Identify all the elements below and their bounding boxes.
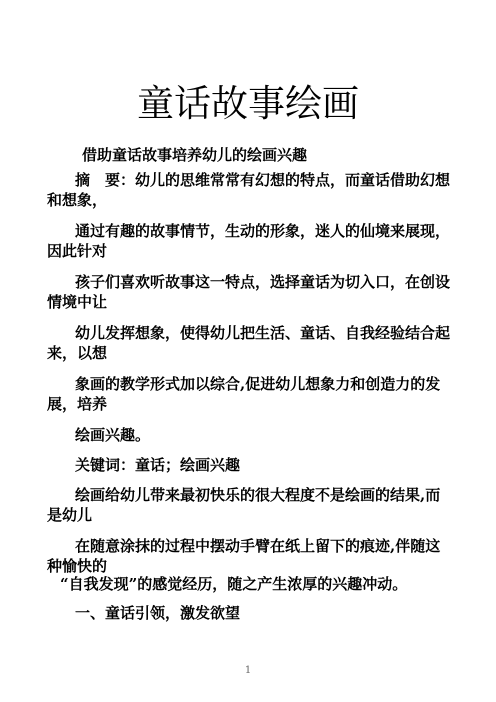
- paragraph-line: 来，以想: [47, 344, 108, 362]
- paragraph-line: 因此针对: [47, 242, 108, 260]
- paragraph-line: 是幼儿: [47, 506, 93, 524]
- document-subtitle: 借助童话故事培养幼儿的绘画兴趣: [82, 146, 308, 164]
- section-heading: [0, 603, 420, 623]
- paragraph-abstract-5: [0, 374, 441, 414]
- paragraph-body-3: [0, 574, 420, 594]
- paragraph-line: 通过有趣的故事情节，生动的形象，迷人的仙境来展现，: [75, 222, 451, 240]
- paragraph-body-1: [0, 485, 441, 525]
- paragraph-line: 在随意涂抹的过程中摆动手臂在纸上留下的痕迹,伴随这: [75, 537, 441, 555]
- paragraph-body-2: [0, 536, 441, 576]
- paragraph-abstract-3: [0, 272, 451, 312]
- page-title: 童话故事绘画: [137, 82, 359, 125]
- paragraph-line: 和想象，: [47, 191, 108, 209]
- keywords-line: 关键词：童话；绘画兴趣: [75, 456, 241, 474]
- paragraph-line: 绘画给幼儿带来最初快乐的很大程度不是绘画的结果,而: [75, 486, 441, 504]
- paragraph-line: 情境中让: [47, 293, 108, 311]
- paragraph-line: 摘 要：幼儿的思维常常有幻想的特点，而童话借助幻想: [75, 171, 451, 189]
- paragraph-abstract-2: [0, 221, 451, 261]
- page-number: 1: [244, 665, 252, 676]
- paragraph-abstract-4: [0, 323, 451, 363]
- paragraph-line: 展，培养: [47, 395, 108, 413]
- paragraph-line: “自我发现”的感觉经历，随之产生浓厚的兴趣冲动。: [60, 575, 408, 593]
- paragraph-abstract-6: [0, 425, 420, 445]
- paragraph-line: 象画的教学形式加以综合,促进幼儿想象力和创造力的发: [75, 375, 441, 393]
- paragraph-line: 幼儿发挥想象，使得幼儿把生活、童话、自我经验结合起: [75, 324, 451, 342]
- section-heading-text: 一、童话引领，激发欲望: [75, 604, 241, 622]
- paragraph-abstract-1: [0, 170, 451, 210]
- keywords: [0, 455, 420, 475]
- paragraph-line: 种愉快的: [47, 557, 108, 575]
- paragraph-line: 孩子们喜欢听故事这一特点，选择童话为切入口，在创设: [75, 273, 451, 291]
- paragraph-line: 绘画兴趣。: [75, 426, 151, 444]
